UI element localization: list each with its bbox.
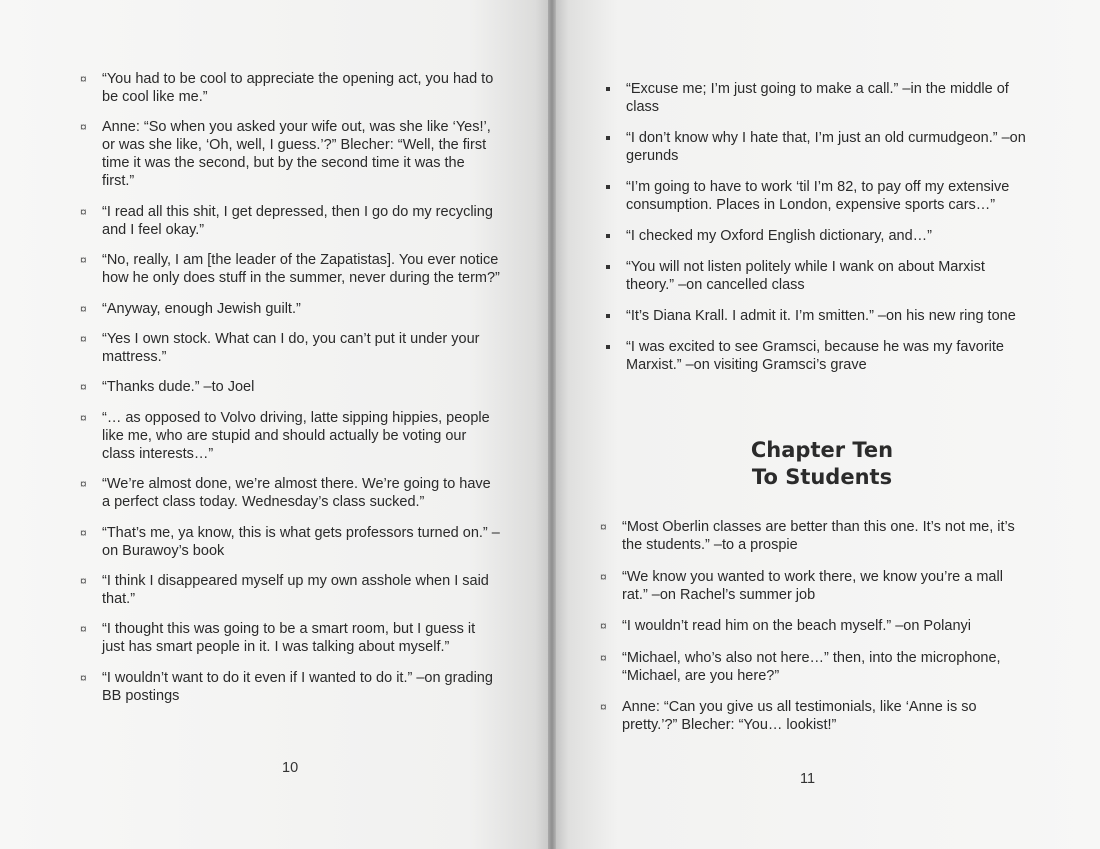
quote-text: “You will not listen politely while I wank on about Marxist theory.” –on cancelled class — [626, 259, 985, 293]
book-gutter — [548, 0, 556, 849]
quote-item — [80, 524, 500, 560]
quote-item — [80, 572, 500, 608]
quote-text: Anne: “So when you asked your wife out, was she like ‘Yes!’, or was she like, ‘Oh, well, I guess.’?” Blecher: “Well, the first time it was the second, but by the second time it was the first.” — [102, 119, 491, 190]
quote-mark-icon: ¤ — [600, 650, 607, 665]
quote-mark-icon: ¤ — [80, 573, 87, 588]
right-page — [552, 0, 1100, 849]
bullet-icon — [606, 234, 610, 238]
page-number: 11 — [800, 771, 816, 787]
quote-item — [600, 698, 1020, 734]
bullet-icon — [606, 265, 610, 269]
quote-text: “I checked my Oxford English dictionary, and…” — [626, 228, 932, 244]
quote-item — [600, 518, 1020, 554]
quote-item — [80, 203, 500, 239]
quote-text: “Michael, who’s also not here…” then, into the microphone, “Michael, are you here?” — [622, 649, 1001, 684]
quote-item — [80, 300, 500, 318]
quote-text: “You had to be cool to appreciate the opening act, you had to be cool like me.” — [102, 71, 494, 105]
quote-mark-icon: ¤ — [80, 410, 87, 425]
chapter-title: Chapter Ten — [750, 438, 894, 462]
quote-item — [80, 620, 500, 656]
quote-mark-icon: ¤ — [600, 700, 607, 714]
quote-mark-icon: ¤ — [80, 477, 87, 492]
bullet-icon — [606, 345, 610, 349]
quote-text: “Yes I own stock. What can I do, you can’t put it under your mattress.” — [102, 330, 480, 365]
quote-text: “Most Oberlin classes are better than this one. It’s not me, it’s the students.” –to a prospie — [622, 519, 1015, 553]
quote-item — [604, 338, 1032, 374]
quote-text: “I was excited to see Gramsci, because he was my favorite Marxist.” –on visiting Gramsci’s grave — [626, 339, 1004, 373]
quote-text: “Excuse me; I’m just going to make a call.” –in the middle of class — [626, 81, 1009, 115]
quote-text: Anne: “Can you give us all testimonials, like ‘Anne is so pretty.’?” Blecher: “You… lookist!” — [622, 699, 977, 733]
quote-mark-icon: ¤ — [600, 569, 607, 584]
quote-mark-icon: ¤ — [80, 380, 87, 395]
quote-text: “… as opposed to Volvo driving, latte sipping hippies, people like me, who are stupid and should actually be voting our class interests…” — [102, 409, 490, 462]
quote-mark-icon: ¤ — [80, 253, 87, 268]
quote-mark-icon: ¤ — [80, 204, 87, 219]
quote-item — [80, 669, 500, 705]
quote-item — [80, 330, 500, 366]
bullet-icon — [606, 185, 610, 189]
quote-item — [600, 617, 1020, 635]
quote-item — [604, 178, 1032, 214]
quote-item — [80, 409, 500, 463]
bullet-icon — [606, 136, 610, 140]
quote-text: “I read all this shit, I get depressed, then I go do my recycling and I feel okay.” — [102, 203, 493, 238]
quote-text: “I don’t know why I hate that, I’m just an old curmudgeon.” –on gerunds — [626, 130, 1026, 164]
left-quote-list — [80, 70, 500, 717]
quote-text: “Anyway, enough Jewish guilt.” — [102, 300, 301, 317]
quote-item — [600, 649, 1020, 685]
quote-text: “I wouldn’t read him on the beach myself.” –on Polanyi — [622, 618, 971, 634]
quote-text: “I think I disappeared myself up my own asshole when I said that.” — [102, 572, 489, 607]
quote-text: “I thought this was going to be a smart room, but I guess it just has smart people in it. I was talking about myself.” — [102, 621, 476, 656]
quote-item — [604, 80, 1032, 116]
chapter-heading — [702, 437, 942, 491]
student-quote-list — [600, 518, 1020, 748]
quote-mark-icon: ¤ — [80, 670, 87, 685]
quote-item — [604, 129, 1032, 165]
quote-mark-icon: ¤ — [600, 520, 607, 534]
quote-mark-icon: ¤ — [80, 72, 87, 86]
bullet-icon — [606, 314, 610, 318]
quote-mark-icon: ¤ — [600, 619, 607, 633]
quote-item — [80, 118, 500, 190]
quote-text: “That’s me, ya know, this is what gets professors turned on.” –on Burawoy’s book — [102, 524, 500, 559]
quote-text: “Thanks dude.” –to Joel — [102, 379, 255, 396]
quote-text: “It’s Diana Krall. I admit it. I’m smitten.” –on his new ring tone — [626, 308, 1016, 324]
quote-mark-icon: ¤ — [80, 331, 87, 346]
quote-text: “We know you wanted to work there, we know you’re a mall rat.” –on Rachel’s summer job — [622, 568, 1003, 603]
quote-text: “I’m going to have to work ‘til I’m 82, to pay off my extensive consumption. Places in London, expensive sports cars…” — [626, 179, 1010, 213]
quote-item — [604, 227, 1032, 245]
quote-mark-icon: ¤ — [80, 120, 87, 135]
quote-item — [80, 378, 500, 396]
right-quote-list — [604, 80, 1032, 387]
bullet-icon — [606, 87, 610, 91]
quote-text: “I wouldn’t want to do it even if I wanted to do it.” –on grading BB postings — [102, 669, 493, 704]
quote-mark-icon: ¤ — [80, 622, 87, 637]
quote-mark-icon: ¤ — [80, 301, 87, 316]
quote-text: “We’re almost done, we’re almost there. We’re going to have a perfect class today. Wednesday’s class sucked.” — [102, 476, 491, 511]
quote-item — [600, 568, 1020, 604]
page-number: 10 — [282, 760, 299, 776]
quote-mark-icon: ¤ — [80, 525, 87, 540]
chapter-subtitle: To Students — [751, 465, 893, 489]
quote-item — [604, 258, 1032, 294]
quote-text: “No, really, I am [the leader of the Zapatistas]. You ever notice how he only does stuff in the summer, never during the term?” — [102, 252, 500, 287]
quote-item — [604, 307, 1032, 325]
quote-item — [80, 251, 500, 287]
quote-item — [80, 70, 500, 106]
quote-item — [80, 475, 500, 511]
